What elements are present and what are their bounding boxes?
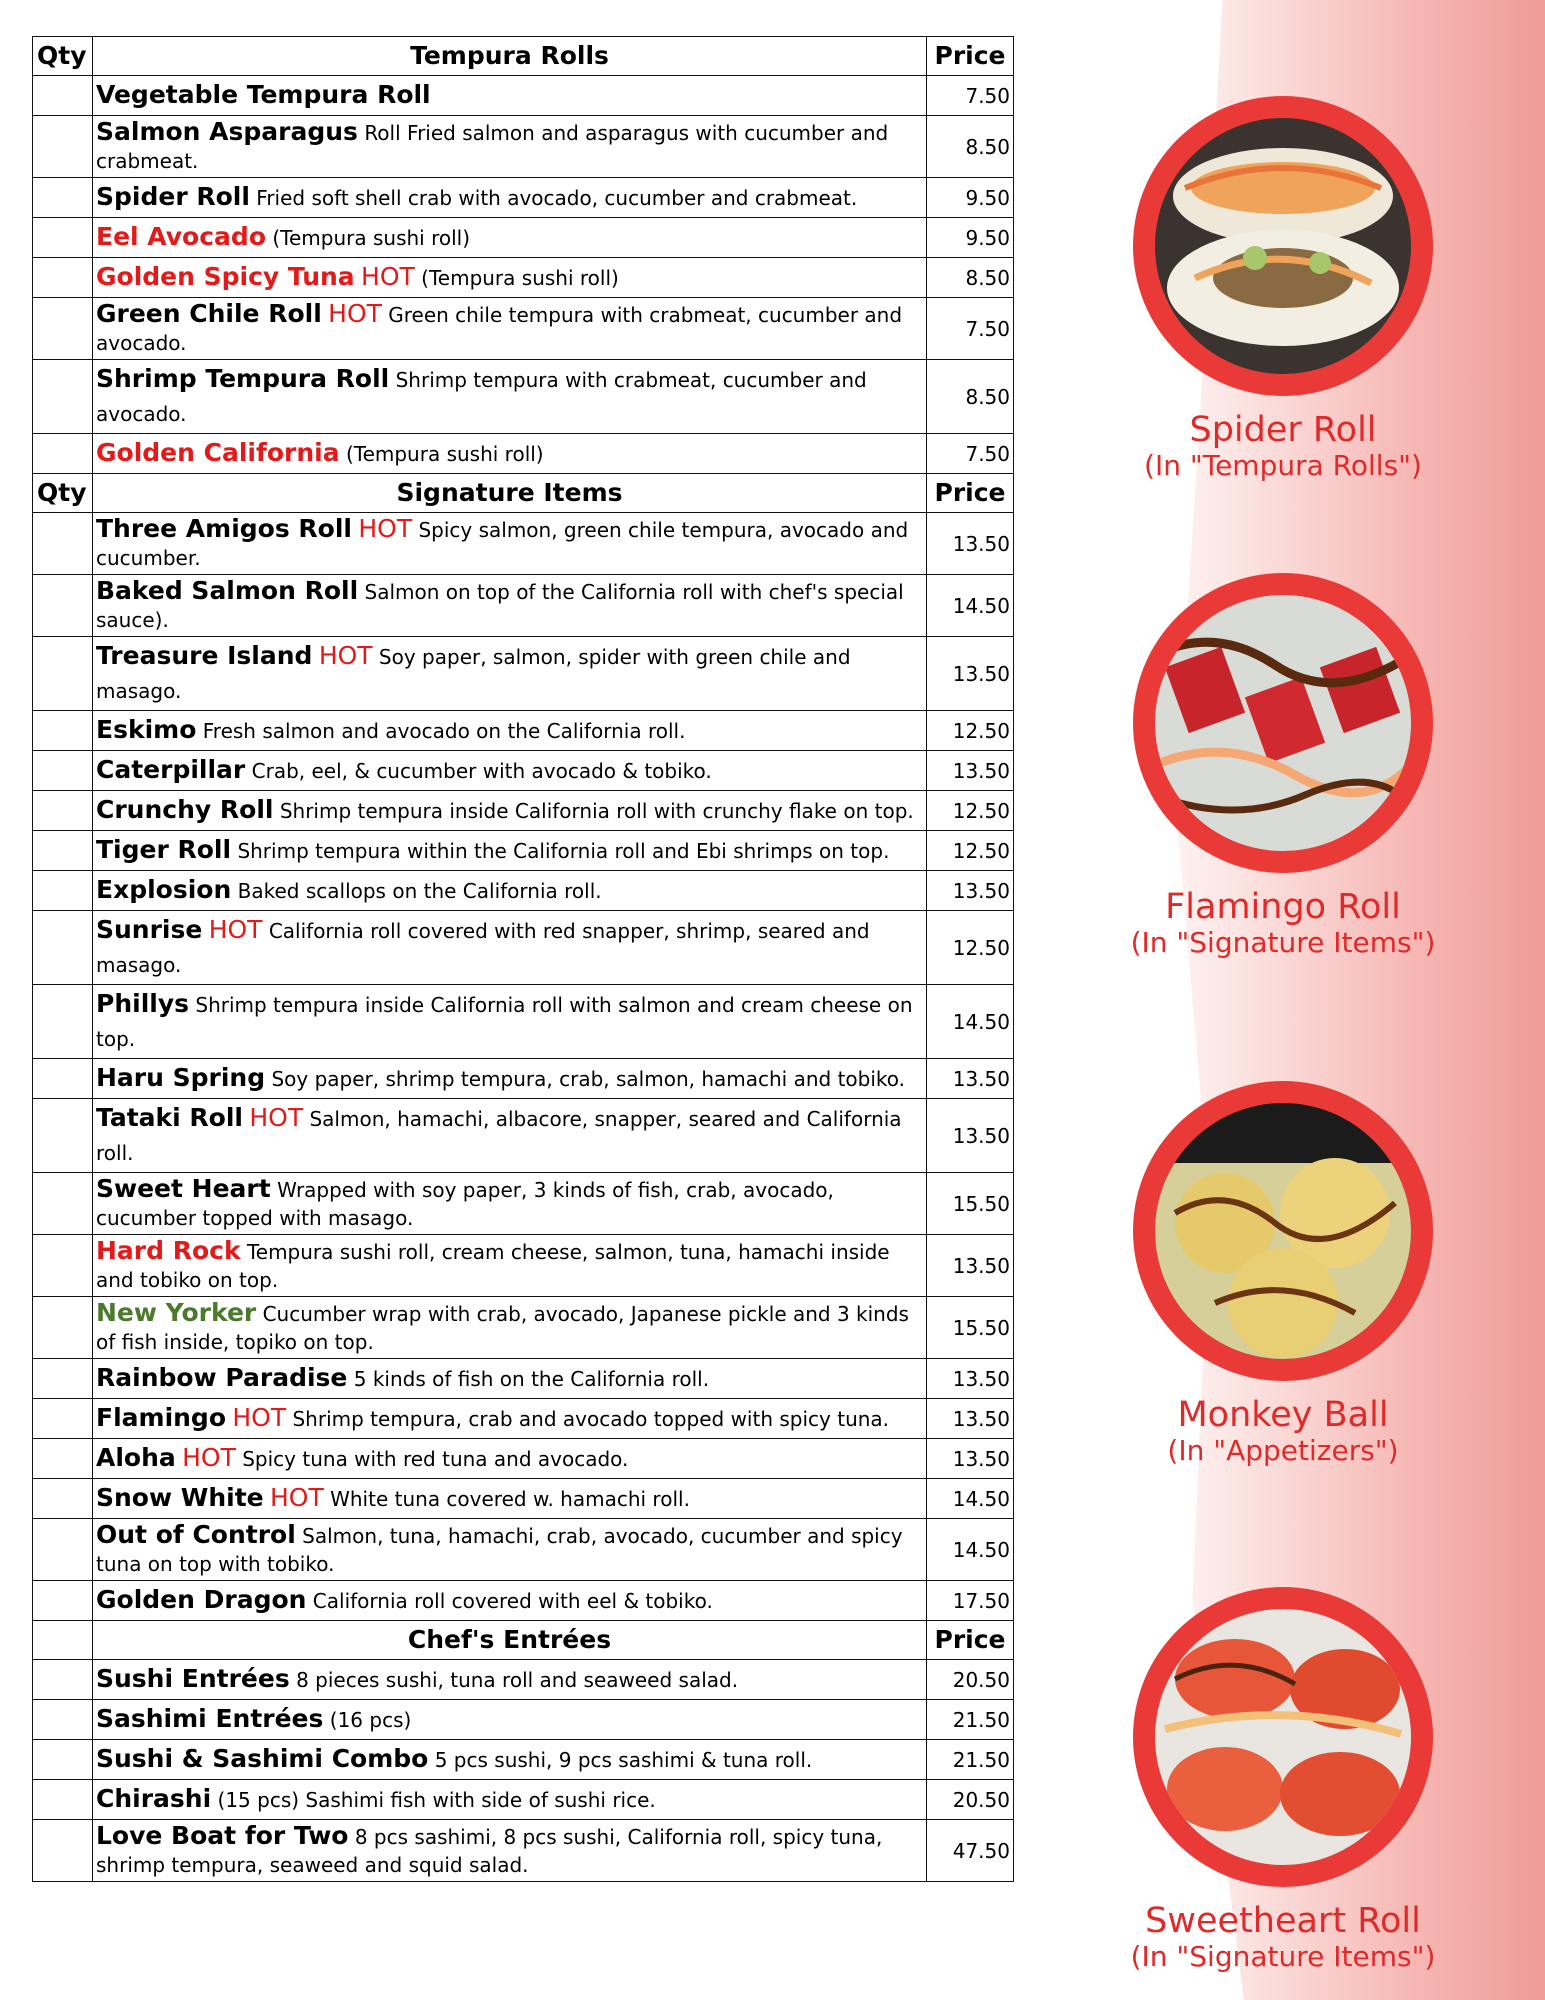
item-name: Three Amigos Roll xyxy=(96,514,352,543)
section-header-row xyxy=(33,1621,1014,1660)
menu-table xyxy=(32,36,1014,1882)
qty-cell[interactable] xyxy=(33,258,93,298)
item-price: 14.50 xyxy=(927,985,1014,1059)
menu-item-row xyxy=(33,1581,1014,1621)
qty-cell[interactable] xyxy=(33,1740,93,1780)
item-price: 8.50 xyxy=(927,360,1014,434)
qty-cell[interactable] xyxy=(33,1780,93,1820)
flamingo-roll-photo xyxy=(1155,595,1411,851)
qty-cell[interactable] xyxy=(33,575,93,637)
item-name: New Yorker xyxy=(96,1298,257,1327)
item-name: Sushi & Sashimi Combo xyxy=(96,1744,429,1773)
item-description-cell xyxy=(93,1820,927,1882)
menu-item-row xyxy=(33,985,1014,1059)
item-description-cell xyxy=(93,1099,927,1173)
item-description-cell xyxy=(93,1235,927,1297)
menu-item-row xyxy=(33,1235,1014,1297)
item-name: Rainbow Paradise xyxy=(96,1363,348,1392)
qty-cell[interactable] xyxy=(33,178,93,218)
item-description-cell xyxy=(93,513,927,575)
item-price: 12.50 xyxy=(927,831,1014,871)
qty-header: Qty xyxy=(33,37,93,76)
section-title: Tempura Rolls xyxy=(93,37,927,76)
menu-item-row xyxy=(33,575,1014,637)
item-name: Golden Dragon xyxy=(96,1585,307,1614)
item-name: Golden Spicy Tuna xyxy=(96,262,355,291)
item-name: Aloha xyxy=(96,1443,176,1472)
item-name: Green Chile Roll xyxy=(96,299,322,328)
menu-item-row xyxy=(33,1359,1014,1399)
photo-ring xyxy=(1133,1081,1433,1381)
item-name: Tiger Roll xyxy=(96,835,232,864)
section-header-row xyxy=(33,37,1014,76)
item-price: 7.50 xyxy=(927,434,1014,474)
item-price: 13.50 xyxy=(927,871,1014,911)
item-price: 15.50 xyxy=(927,1173,1014,1235)
item-description: Shrimp tempura within the California roll and Ebi shrimps on top. xyxy=(237,839,890,863)
photo-ring xyxy=(1133,1587,1433,1887)
qty-cell[interactable] xyxy=(33,1820,93,1882)
qty-cell[interactable] xyxy=(33,711,93,751)
caption-subtitle: (In "Signature Items") xyxy=(1130,1940,1436,1973)
featured-spider-roll xyxy=(1124,96,1442,482)
item-description-cell xyxy=(93,1359,927,1399)
item-description-cell xyxy=(93,1059,927,1099)
item-description-cell xyxy=(93,831,927,871)
item-price: 13.50 xyxy=(927,751,1014,791)
item-price: 8.50 xyxy=(927,258,1014,298)
qty-cell[interactable] xyxy=(33,298,93,360)
hot-label: HOT xyxy=(361,262,415,291)
caption-title: Sweetheart Roll xyxy=(1145,1901,1421,1941)
item-description: (15 pcs) Sashimi fish with side of sushi rice. xyxy=(217,1788,656,1812)
item-description-cell xyxy=(93,1740,927,1780)
item-price: 13.50 xyxy=(927,1099,1014,1173)
item-description-cell xyxy=(93,1439,927,1479)
item-price: 13.50 xyxy=(927,1399,1014,1439)
caption-subtitle: (In "Tempura Rolls") xyxy=(1144,449,1422,482)
qty-cell[interactable] xyxy=(33,1099,93,1173)
menu-item-row xyxy=(33,1780,1014,1820)
menu-item-row xyxy=(33,298,1014,360)
item-description: Shrimp tempura, crab and avocado topped with spicy tuna. xyxy=(292,1407,890,1431)
item-name: Hard Rock xyxy=(96,1236,241,1265)
item-name: Haru Spring xyxy=(96,1063,266,1092)
item-description: Cucumber wrap with crab, avocado, Japanese pickle and 3 kinds of fish inside, topiko on top. xyxy=(96,1302,909,1354)
qty-cell[interactable] xyxy=(33,1359,93,1399)
item-description-cell xyxy=(93,1479,927,1519)
item-price: 12.50 xyxy=(927,791,1014,831)
item-price: 7.50 xyxy=(927,76,1014,116)
item-price: 12.50 xyxy=(927,711,1014,751)
item-description: Soy paper, shrimp tempura, crab, salmon, hamachi and tobiko. xyxy=(271,1067,906,1091)
item-name: Caterpillar xyxy=(96,755,246,784)
item-price: 21.50 xyxy=(927,1700,1014,1740)
price-header: Price xyxy=(927,474,1014,513)
price-header: Price xyxy=(927,1621,1014,1660)
item-price: 17.50 xyxy=(927,1581,1014,1621)
featured-flamingo-roll xyxy=(1124,573,1442,959)
caption-title: Flamingo Roll xyxy=(1165,887,1401,927)
item-description: Tempura sushi roll, cream cheese, salmon, tuna, hamachi inside and tobiko on top. xyxy=(96,1240,890,1292)
item-description: Salmon, tuna, hamachi, crab, avocado, cucumber and spicy tuna on top with tobiko. xyxy=(96,1524,903,1576)
qty-cell[interactable] xyxy=(33,911,93,985)
item-price: 13.50 xyxy=(927,1235,1014,1297)
item-price: 21.50 xyxy=(927,1740,1014,1780)
item-description: 5 pcs sushi, 9 pcs sashimi & tuna roll. xyxy=(434,1748,813,1772)
item-description: (Tempura sushi roll) xyxy=(345,442,544,466)
qty-cell[interactable] xyxy=(33,751,93,791)
item-description-cell xyxy=(93,258,927,298)
item-description-cell xyxy=(93,116,927,178)
item-description: Green chile tempura with crabmeat, cucumber and avocado. xyxy=(96,303,903,355)
item-description-cell xyxy=(93,1660,927,1700)
item-price: 14.50 xyxy=(927,1519,1014,1581)
menu-item-row xyxy=(33,711,1014,751)
item-description: (Tempura sushi roll) xyxy=(421,266,619,290)
item-description: 8 pieces sushi, tuna roll and seaweed salad. xyxy=(296,1668,739,1692)
item-description: Crab, eel, & cucumber with avocado & tobiko. xyxy=(251,759,712,783)
qty-cell[interactable] xyxy=(33,637,93,711)
item-description-cell xyxy=(93,985,927,1059)
item-description-cell xyxy=(93,637,927,711)
item-description: 5 kinds of fish on the California roll. xyxy=(353,1367,710,1391)
item-name: Crunchy Roll xyxy=(96,795,274,824)
menu-item-row xyxy=(33,1740,1014,1780)
item-description-cell xyxy=(93,1173,927,1235)
item-name: Golden California xyxy=(96,438,340,467)
qty-cell[interactable] xyxy=(33,871,93,911)
item-description: Spicy tuna with red tuna and avocado. xyxy=(242,1447,629,1471)
menu-item-row xyxy=(33,1439,1014,1479)
menu-item-row xyxy=(33,1519,1014,1581)
qty-cell[interactable] xyxy=(33,1479,93,1519)
item-name: Sunrise xyxy=(96,915,203,944)
item-description-cell xyxy=(93,360,927,434)
item-name: Eel Avocado xyxy=(96,222,266,251)
qty-cell[interactable] xyxy=(33,116,93,178)
photo-ring xyxy=(1133,96,1433,396)
qty-cell[interactable] xyxy=(33,1581,93,1621)
item-description: California roll covered with red snapper, shrimp, seared and masago. xyxy=(96,919,870,977)
item-price: 9.50 xyxy=(927,218,1014,258)
menu-item-row xyxy=(33,218,1014,258)
item-description-cell xyxy=(93,76,927,116)
item-name: Sashimi Entrées xyxy=(96,1704,324,1733)
item-description: Fried soft shell crab with avocado, cucumber and crabmeat. xyxy=(256,186,858,210)
menu-item-row xyxy=(33,1820,1014,1882)
menu-item-row xyxy=(33,911,1014,985)
qty-cell[interactable] xyxy=(33,360,93,434)
item-description: Shrimp tempura inside California roll with crunchy flake on top. xyxy=(279,799,914,823)
qty-cell[interactable] xyxy=(33,1399,93,1439)
qty-cell[interactable] xyxy=(33,1519,93,1581)
sweetheart-roll-photo xyxy=(1155,1609,1411,1865)
item-name: Phillys xyxy=(96,989,190,1018)
item-name: Shrimp Tempura Roll xyxy=(96,364,390,393)
item-description-cell xyxy=(93,911,927,985)
item-name: Out of Control xyxy=(96,1520,296,1549)
menu-item-row xyxy=(33,1297,1014,1359)
spider-roll-photo xyxy=(1155,118,1411,374)
menu-item-row xyxy=(33,1099,1014,1173)
item-description: Fresh salmon and avocado on the California roll. xyxy=(202,719,686,743)
menu-item-row xyxy=(33,258,1014,298)
item-description: Spicy salmon, green chile tempura, avocado and cucumber. xyxy=(96,518,909,570)
menu-item-row xyxy=(33,178,1014,218)
item-price: 12.50 xyxy=(927,911,1014,985)
item-description-cell xyxy=(93,298,927,360)
item-description-cell xyxy=(93,575,927,637)
item-description: (16 pcs) xyxy=(329,1708,412,1732)
featured-sweetheart-roll xyxy=(1124,1587,1442,1973)
qty-cell[interactable] xyxy=(33,218,93,258)
item-price: 20.50 xyxy=(927,1660,1014,1700)
qty-cell[interactable] xyxy=(33,1439,93,1479)
item-description: Shrimp tempura with crabmeat, cucumber and avocado. xyxy=(96,368,867,426)
qty-cell[interactable] xyxy=(33,831,93,871)
menu-item-row xyxy=(33,751,1014,791)
item-description: (Tempura sushi roll) xyxy=(272,226,471,250)
menu-item-row xyxy=(33,637,1014,711)
qty-cell[interactable] xyxy=(33,1297,93,1359)
item-name: Sweet Heart xyxy=(96,1174,271,1203)
item-description-cell xyxy=(93,751,927,791)
item-description-cell xyxy=(93,178,927,218)
hot-label: HOT xyxy=(328,299,382,328)
item-name: Love Boat for Two xyxy=(96,1821,349,1850)
item-description-cell xyxy=(93,871,927,911)
item-name: Treasure Island xyxy=(96,641,313,670)
menu-item-row xyxy=(33,116,1014,178)
caption-title: Spider Roll xyxy=(1189,410,1377,450)
menu-item-row xyxy=(33,76,1014,116)
item-description: Soy paper, salmon, spider with green chile and masago. xyxy=(96,645,851,703)
menu-item-row xyxy=(33,791,1014,831)
item-name: Flamingo xyxy=(96,1403,227,1432)
qty-cell[interactable] xyxy=(33,1173,93,1235)
item-name: Chirashi xyxy=(96,1784,212,1813)
item-description: Roll Fried salmon and asparagus with cucumber and crabmeat. xyxy=(96,121,889,173)
qty-cell[interactable] xyxy=(33,513,93,575)
menu-item-row xyxy=(33,1479,1014,1519)
item-name: Tataki Roll xyxy=(96,1103,243,1132)
item-price: 13.50 xyxy=(927,1359,1014,1399)
item-description-cell xyxy=(93,1297,927,1359)
menu-item-row xyxy=(33,1660,1014,1700)
item-description: White tuna covered w. hamachi roll. xyxy=(330,1487,690,1511)
item-description-cell xyxy=(93,1780,927,1820)
hot-label: HOT xyxy=(182,1443,236,1472)
qty-cell[interactable] xyxy=(33,1660,93,1700)
item-description: 8 pcs sashimi, 8 pcs sushi, California roll, spicy tuna, shrimp tempura, seaweed and squid salad. xyxy=(96,1825,883,1877)
item-price: 13.50 xyxy=(927,1439,1014,1479)
menu-item-row xyxy=(33,1700,1014,1740)
hot-label: HOT xyxy=(318,641,373,670)
qty-cell[interactable] xyxy=(33,1059,93,1099)
item-price: 13.50 xyxy=(927,1059,1014,1099)
item-description: Baked scallops on the California roll. xyxy=(237,879,602,903)
hot-label: HOT xyxy=(232,1403,287,1432)
item-name: Spider Roll xyxy=(96,182,250,211)
hot-label: HOT xyxy=(249,1103,304,1132)
item-price: 47.50 xyxy=(927,1820,1014,1882)
item-description: California roll covered with eel & tobiko. xyxy=(312,1589,713,1613)
item-name: Snow White xyxy=(96,1483,264,1512)
qty-header xyxy=(33,1621,93,1660)
item-description-cell xyxy=(93,711,927,751)
item-name: Baked Salmon Roll xyxy=(96,576,359,605)
qty-cell[interactable] xyxy=(33,985,93,1059)
item-name: Eskimo xyxy=(96,715,197,744)
item-price: 14.50 xyxy=(927,575,1014,637)
menu-item-row xyxy=(33,360,1014,434)
menu-item-row xyxy=(33,831,1014,871)
qty-cell[interactable] xyxy=(33,1700,93,1740)
menu-item-row xyxy=(33,1173,1014,1235)
monkey-ball-photo xyxy=(1155,1103,1411,1359)
item-price: 9.50 xyxy=(927,178,1014,218)
item-price: 7.50 xyxy=(927,298,1014,360)
photo-ring xyxy=(1133,573,1433,873)
item-description-cell xyxy=(93,1581,927,1621)
item-price: 13.50 xyxy=(927,513,1014,575)
hot-label: HOT xyxy=(208,915,263,944)
item-price: 14.50 xyxy=(927,1479,1014,1519)
item-price: 20.50 xyxy=(927,1780,1014,1820)
caption-subtitle: (In "Signature Items") xyxy=(1130,926,1436,959)
item-price: 8.50 xyxy=(927,116,1014,178)
qty-header: Qty xyxy=(33,474,93,513)
item-price: 15.50 xyxy=(927,1297,1014,1359)
price-header: Price xyxy=(927,37,1014,76)
hot-label: HOT xyxy=(270,1483,324,1512)
item-description: Wrapped with soy paper, 3 kinds of fish, crab, avocado, cucumber topped with masago. xyxy=(96,1178,834,1230)
caption-subtitle: (In "Appetizers") xyxy=(1167,1434,1399,1467)
qty-cell[interactable] xyxy=(33,434,93,474)
menu-item-row xyxy=(33,513,1014,575)
item-description-cell xyxy=(93,1399,927,1439)
menu-item-row xyxy=(33,434,1014,474)
item-description: Salmon, hamachi, albacore, snapper, seared and California roll. xyxy=(96,1107,902,1165)
item-price: 13.50 xyxy=(927,637,1014,711)
section-title: Chef's Entrées xyxy=(93,1621,927,1660)
menu-item-row xyxy=(33,871,1014,911)
item-description-cell xyxy=(93,1519,927,1581)
featured-monkey-ball xyxy=(1124,1081,1442,1467)
item-description-cell xyxy=(93,791,927,831)
item-description-cell xyxy=(93,434,927,474)
item-name: Vegetable Tempura Roll xyxy=(96,80,431,109)
qty-cell[interactable] xyxy=(33,76,93,116)
menu-item-row xyxy=(33,1399,1014,1439)
item-description: Salmon on top of the California roll with chef's special sauce). xyxy=(96,580,904,632)
caption-title: Monkey Ball xyxy=(1177,1395,1389,1435)
item-description: Shrimp tempura inside California roll with salmon and cream cheese on top. xyxy=(96,993,913,1051)
qty-cell[interactable] xyxy=(33,791,93,831)
item-description-cell xyxy=(93,1700,927,1740)
qty-cell[interactable] xyxy=(33,1235,93,1297)
item-name: Sushi Entrées xyxy=(96,1664,290,1693)
section-title: Signature Items xyxy=(93,474,927,513)
item-name: Salmon Asparagus xyxy=(96,117,358,146)
item-name: Explosion xyxy=(96,875,232,904)
hot-label: HOT xyxy=(358,514,413,543)
menu-item-row xyxy=(33,1059,1014,1099)
item-description-cell xyxy=(93,218,927,258)
section-header-row xyxy=(33,474,1014,513)
